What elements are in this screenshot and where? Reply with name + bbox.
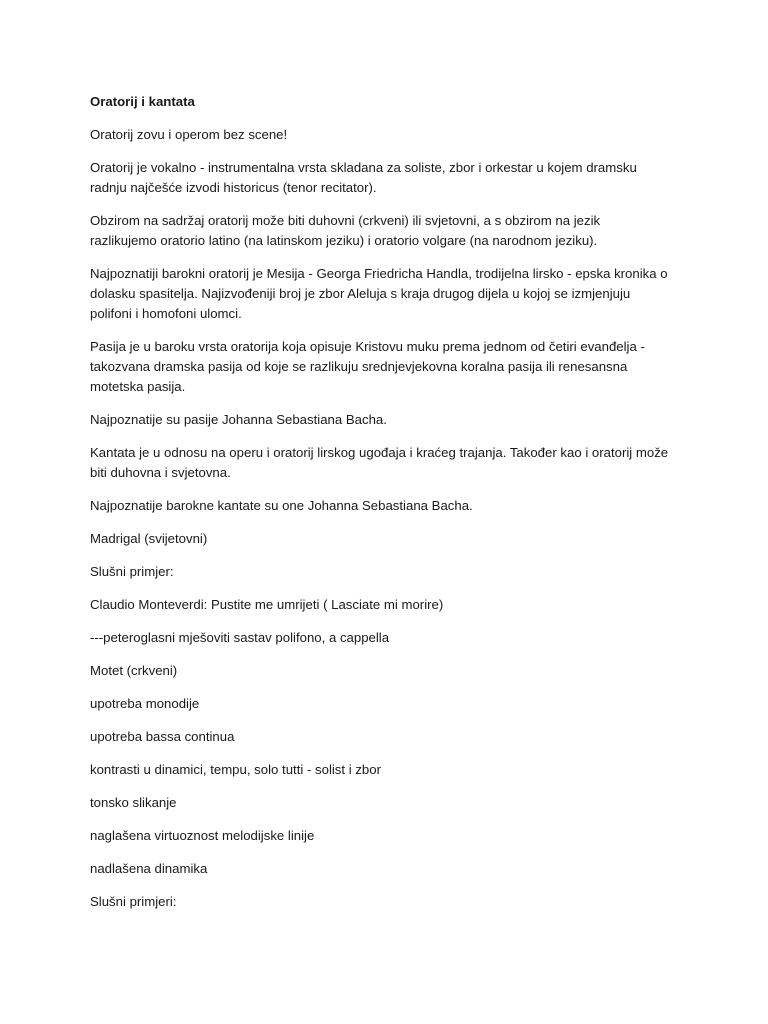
paragraph: Najpoznatije su pasije Johanna Sebastiana Bacha. [90,412,387,427]
paragraph: nadlašena dinamika [90,861,208,876]
paragraph: Motet (crkveni) [90,663,178,678]
paragraph: Madrigal (svijetovni) [90,531,208,546]
paragraph: Najpoznatije barokne kantate su one Johanna Sebastiana Bacha. [90,498,473,513]
paragraph: Kantata je u odnosu na operu i oratorij lirskog ugođaja i kraćeg trajanja. Također kao i oratorij može biti duhovna i svjetovna. [90,445,669,480]
paragraph: naglašena virtuoznost melodijske linije [90,828,315,843]
document-title: Oratorij i kantata [90,94,195,109]
paragraph: Najpoznatiji barokni oratorij je Mesija - Georga Friedricha Handla, trodijelna lirsko - epska kronika o dolasku spasitelja. Najizvođeniji broj je zbor Aleluja s kraja drugog dijela u kojoj se izmjenjuju polifoni i homofoni ulomci. [90,266,668,321]
paragraph: Oratorij je vokalno - instrumentalna vrsta skladana za soliste, zbor i orkestar u kojem dramsku radnju najčešće izvodi historicus (tenor recitator). [90,160,637,195]
paragraph: Pasija je u baroku vrsta oratorija koja opisuje Kristovu muku prema jednom od četiri evanđelja - takozvana dramska pasija od koje se razlikuju srednjevjekovna koralna pasija ili renesansna motetska pasija. [90,339,645,394]
paragraph: Claudio Monteverdi: Pustite me umrijeti ( Lasciate mi morire) [90,597,444,612]
paragraph: tonsko slikanje [90,795,177,810]
document-body [90,92,670,925]
paragraph: kontrasti u dinamici, tempu, solo tutti - solist i zbor [90,762,381,777]
paragraph: ---peteroglasni mješoviti sastav polifono, a cappella [90,630,390,645]
paragraph: Slušni primjer: [90,564,174,579]
paragraph: upotreba monodije [90,696,200,711]
paragraph: Slušni primjeri: [90,894,177,909]
paragraph: Oratorij zovu i operom bez scene! [90,127,288,142]
paragraph: Obzirom na sadržaj oratorij može biti duhovni (crkveni) ili svjetovni, a s obzirom na jezik razlikujemo oratorio latino (na latinskom jeziku) i oratorio volgare (na narodnom jeziku). [90,213,601,248]
paragraph: upotreba bassa continua [90,729,235,744]
